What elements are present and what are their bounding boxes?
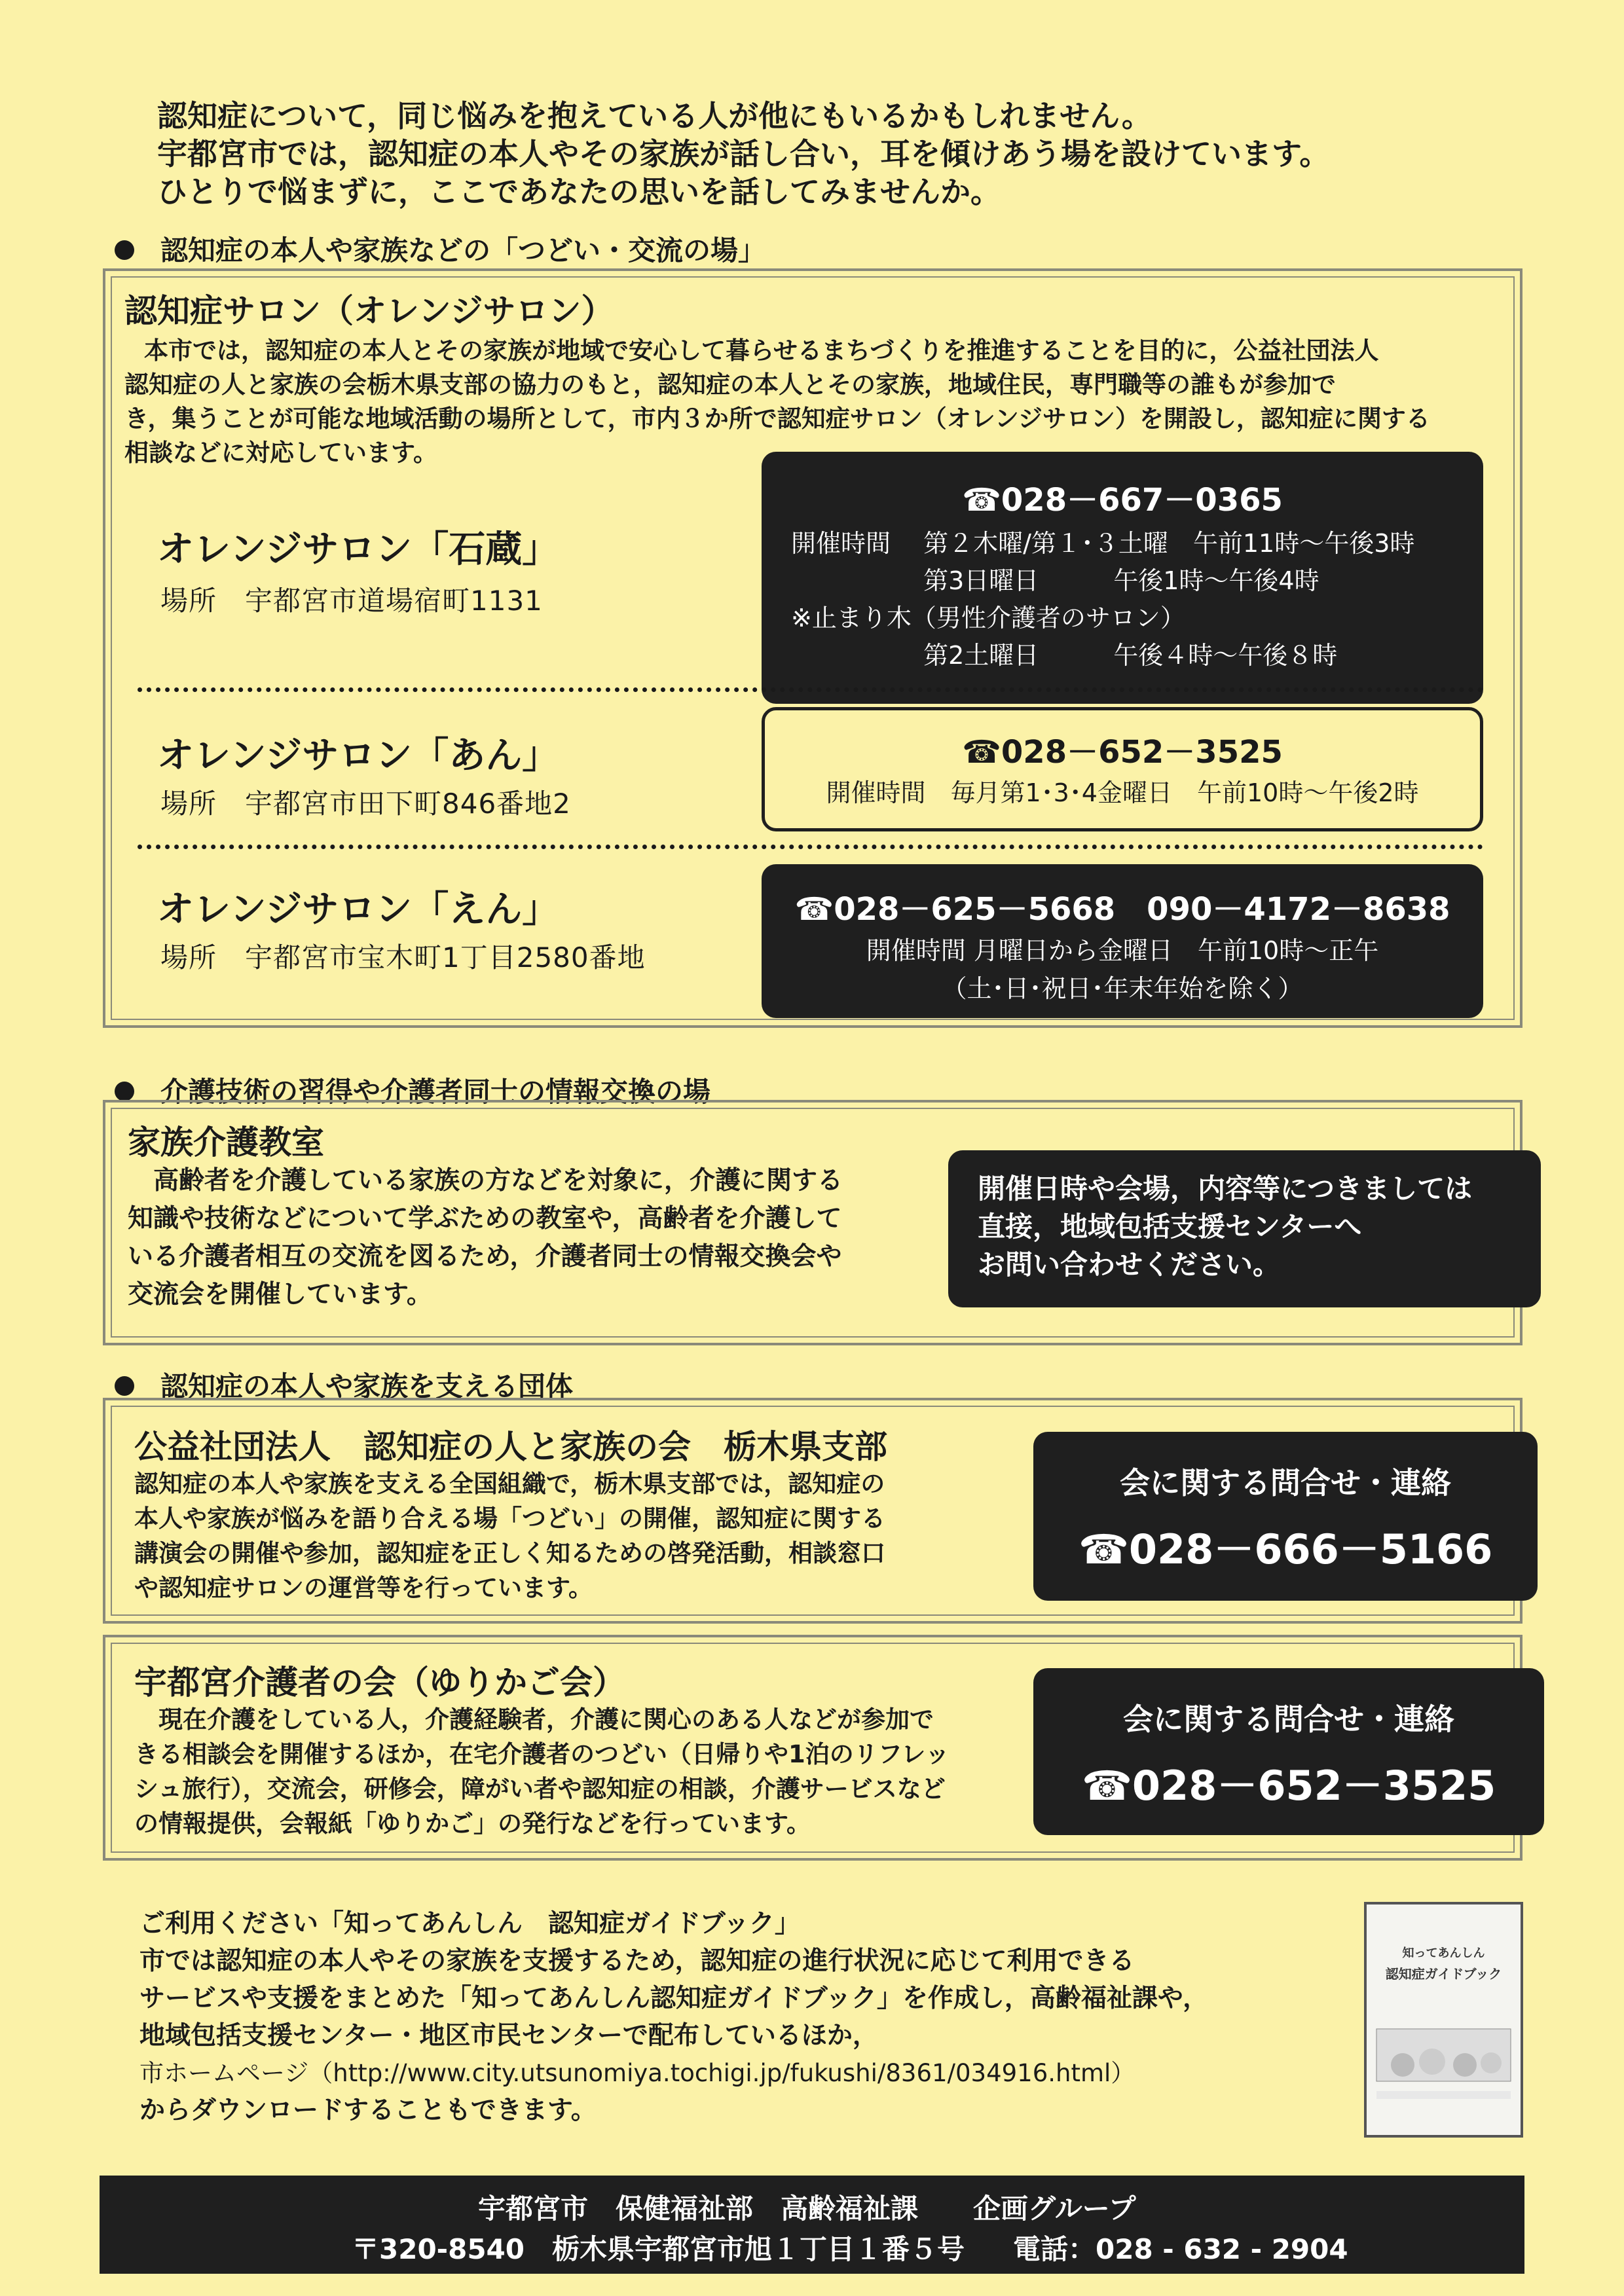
desc-line: き，集うことが可能な地域活動の場所として，市内３か所で認知症サロン（オレンジサロン）を開設し，認知症に関する (124, 405, 1430, 433)
guide-line: 地域包括支援センター・地区市民センターで配布しているほか， (139, 2021, 878, 2050)
opening-hours (765, 774, 1480, 812)
intro-line: 宇都宮市では，認知症の本人やその家族が話し合い，耳を傾けあう場を設けています。 (157, 136, 1330, 172)
phone-number: ☎028－652－3525 (962, 734, 1283, 771)
guidebook-cover-title-2: 認知症ガイドブック (1385, 1966, 1502, 1982)
contact-label: 会に関する問合せ・連絡 (1123, 1702, 1454, 1737)
org-alzheimer-association-contact (1033, 1432, 1538, 1601)
guidebook-illustration-icon (1367, 2003, 1521, 2107)
hours-line: 第2土曜日 午後４時～午後８時 (791, 641, 1338, 670)
footer-contact (100, 2176, 1524, 2274)
desc-line: の情報提供，会報紙「ゆりかご」の発行などを行っています。 (134, 1810, 811, 1838)
salon-description (124, 334, 1430, 470)
section-heading-text: 認知症の本人や家族を支える団体 (160, 1370, 574, 1402)
salon-section-title: 認知症サロン（オレンジサロン） (124, 292, 614, 330)
opening-hours (791, 525, 1483, 674)
bullet-icon (115, 1082, 134, 1101)
footer-address: 〒320-8540 栃木県宇都宮市旭１丁目１番５号 (352, 2233, 965, 2265)
family-care-class-description (128, 1162, 843, 1314)
desc-line: 講演会の開催や参加，認知症を正しく知るための啓発活動，相談窓口 (134, 1539, 885, 1567)
guide-title: ご利用ください「知ってあんしん 認知症ガイドブック」 (139, 1909, 800, 1939)
phone-number: ☎028－667－0365 (962, 482, 1283, 519)
salon-info-an (762, 707, 1483, 831)
hours-line: 開催時間 第２木曜/第１･３土曜 午前11時～午後3時 (791, 529, 1415, 558)
desc-line: 現在介護をしている人，介護経験者，介護に関心のある人などが参加で (134, 1705, 934, 1734)
opening-hours (762, 932, 1483, 1008)
salon-address-an: 場所 宇都宮市田下町846番地2 (160, 788, 571, 820)
hours-line: 第3日曜日 午後1時～午後4時 (791, 566, 1320, 595)
salon-name-en: オレンジサロン「えん」 (157, 888, 559, 931)
notice-line: 開催日時や会場，内容等につきましては (978, 1173, 1473, 1205)
hours-line: ※止まり木（男性介護者のサロン） (791, 604, 1185, 632)
desc-line: 交流会を開催しています。 (128, 1280, 432, 1309)
guide-line: からダウンロードすることもできます。 (139, 2096, 597, 2125)
intro-text (157, 97, 1329, 211)
desc-line: 知識や技術などについて学ぶための教室や，高齢者を介護して (128, 1204, 842, 1233)
footer-department: 宇都宮市 保健福祉部 高齢福祉課 企画グループ (478, 2193, 1136, 2225)
hours-line: 開催時間 月曜日から金曜日 午前10時～正午 (866, 936, 1379, 965)
org-alzheimer-association-description (134, 1467, 885, 1605)
intro-line: 認知症について，同じ悩みを抱えている人が他にもいるかもしれません。 (157, 98, 1152, 134)
intro-line: ひとりで悩まずに，ここであなたの思いを話してみませんか。 (157, 174, 1001, 210)
divider (138, 845, 1483, 849)
salon-name-an: オレンジサロン「あん」 (157, 735, 559, 777)
phone-number: ☎028－652－3525 (1081, 1762, 1496, 1810)
desc-line: 認知症の人と家族の会栃木県支部の協力のもと，認知症の本人とその家族，地域住民，専門職等の誰もが参加で (124, 371, 1336, 399)
phone-number: ☎028－666－5166 (1078, 1525, 1493, 1573)
desc-line: いる介護者相互の交流を図るため，介護者同士の情報交換会や (128, 1242, 842, 1271)
org-yurikago-title: 宇都宮介護者の会（ゆりかご会） (134, 1664, 625, 1702)
hours-line: 開催時間 毎月第1･3･4金曜日 午前10時～午後2時 (826, 778, 1419, 807)
desc-line: 本人や家族が悩みを語り合える場「つどい」の開催，認知症に関する (134, 1504, 885, 1533)
salon-address-en: 場所 宇都宮市宝木町1丁目2580番地 (160, 941, 646, 974)
desc-line: 認知症の本人や家族を支える全国組織で，栃木県支部では，認知症の (134, 1470, 885, 1498)
footer-phone: 電話：028 - 632 - 2904 (1013, 2233, 1348, 2265)
desc-line: きる相談会を開催するほか，在宅介護者のつどい（日帰りや1泊のリフレッ (134, 1740, 950, 1768)
family-care-class-title: 家族介護教室 (128, 1123, 324, 1161)
org-yurikago-contact (1033, 1668, 1544, 1835)
salon-name-ishikura: オレンジサロン「石蔵」 (157, 528, 559, 571)
guide-line: 市では認知症の本人やその家族を支援するため，認知症の進行状況に応じて利用できる (139, 1946, 1135, 1976)
salon-info-ishikura (762, 452, 1483, 704)
desc-line: や認知症サロンの運営等を行っています。 (134, 1574, 593, 1602)
desc-line: 高齢者を介護している家族の方などを対象に，介護に関する (128, 1166, 843, 1195)
guidebook-notice (139, 1905, 1208, 2129)
guide-line: サービスや支援をまとめた「知ってあんしん認知症ガイドブック」を作成し，高齢福祉課や， (139, 1984, 1209, 2013)
bullet-icon (115, 240, 134, 260)
family-care-notice (948, 1150, 1541, 1307)
org-yurikago-description (134, 1702, 950, 1841)
notice-text (978, 1170, 1541, 1284)
salon-info-en (762, 864, 1483, 1018)
salon-address-ishikura: 場所 宇都宮市道場宿町1131 (160, 585, 543, 617)
notice-line: お問い合わせください。 (978, 1248, 1281, 1281)
section-heading-text: 認知症の本人や家族などの「つどい・交流の場」 (160, 234, 766, 266)
bullet-icon (115, 1376, 134, 1396)
guide-url-link[interactable]: 市ホームページ（http://www.city.utsunomiya.tochigi.jp/fukushi/8361/034916.html） (139, 2059, 1135, 2087)
guidebook-cover-title-1: 知ってあんしん (1402, 1946, 1485, 1960)
hours-line: （土･日･祝日･年末年始を除く） (942, 974, 1303, 1003)
phone-number: ☎028－625－5668 090－4172－8638 (794, 891, 1450, 928)
desc-line: 相談などに対応しています。 (124, 439, 438, 467)
notice-line: 直接，地域包括支援センターへ (978, 1211, 1362, 1243)
contact-label: 会に関する問合せ・連絡 (1120, 1465, 1451, 1501)
guidebook-cover-image (1364, 1902, 1523, 2138)
divider (138, 687, 1483, 692)
desc-line: 本市では，認知症の本人とその家族が地域で安心して暮らせるまちづくりを推進することを目的に，公益社団法人 (144, 337, 1379, 365)
desc-line: シュ旅行），交流会，研修会，障がい者や認知症の相談，介護サービスなど (134, 1775, 946, 1803)
section-heading-text: 介護技術の習得や介護者同士の情報交換の場 (160, 1076, 711, 1108)
section-heading-gathering (115, 229, 766, 268)
org-alzheimer-association-title: 公益社団法人 認知症の人と家族の会 栃木県支部 (134, 1428, 887, 1466)
